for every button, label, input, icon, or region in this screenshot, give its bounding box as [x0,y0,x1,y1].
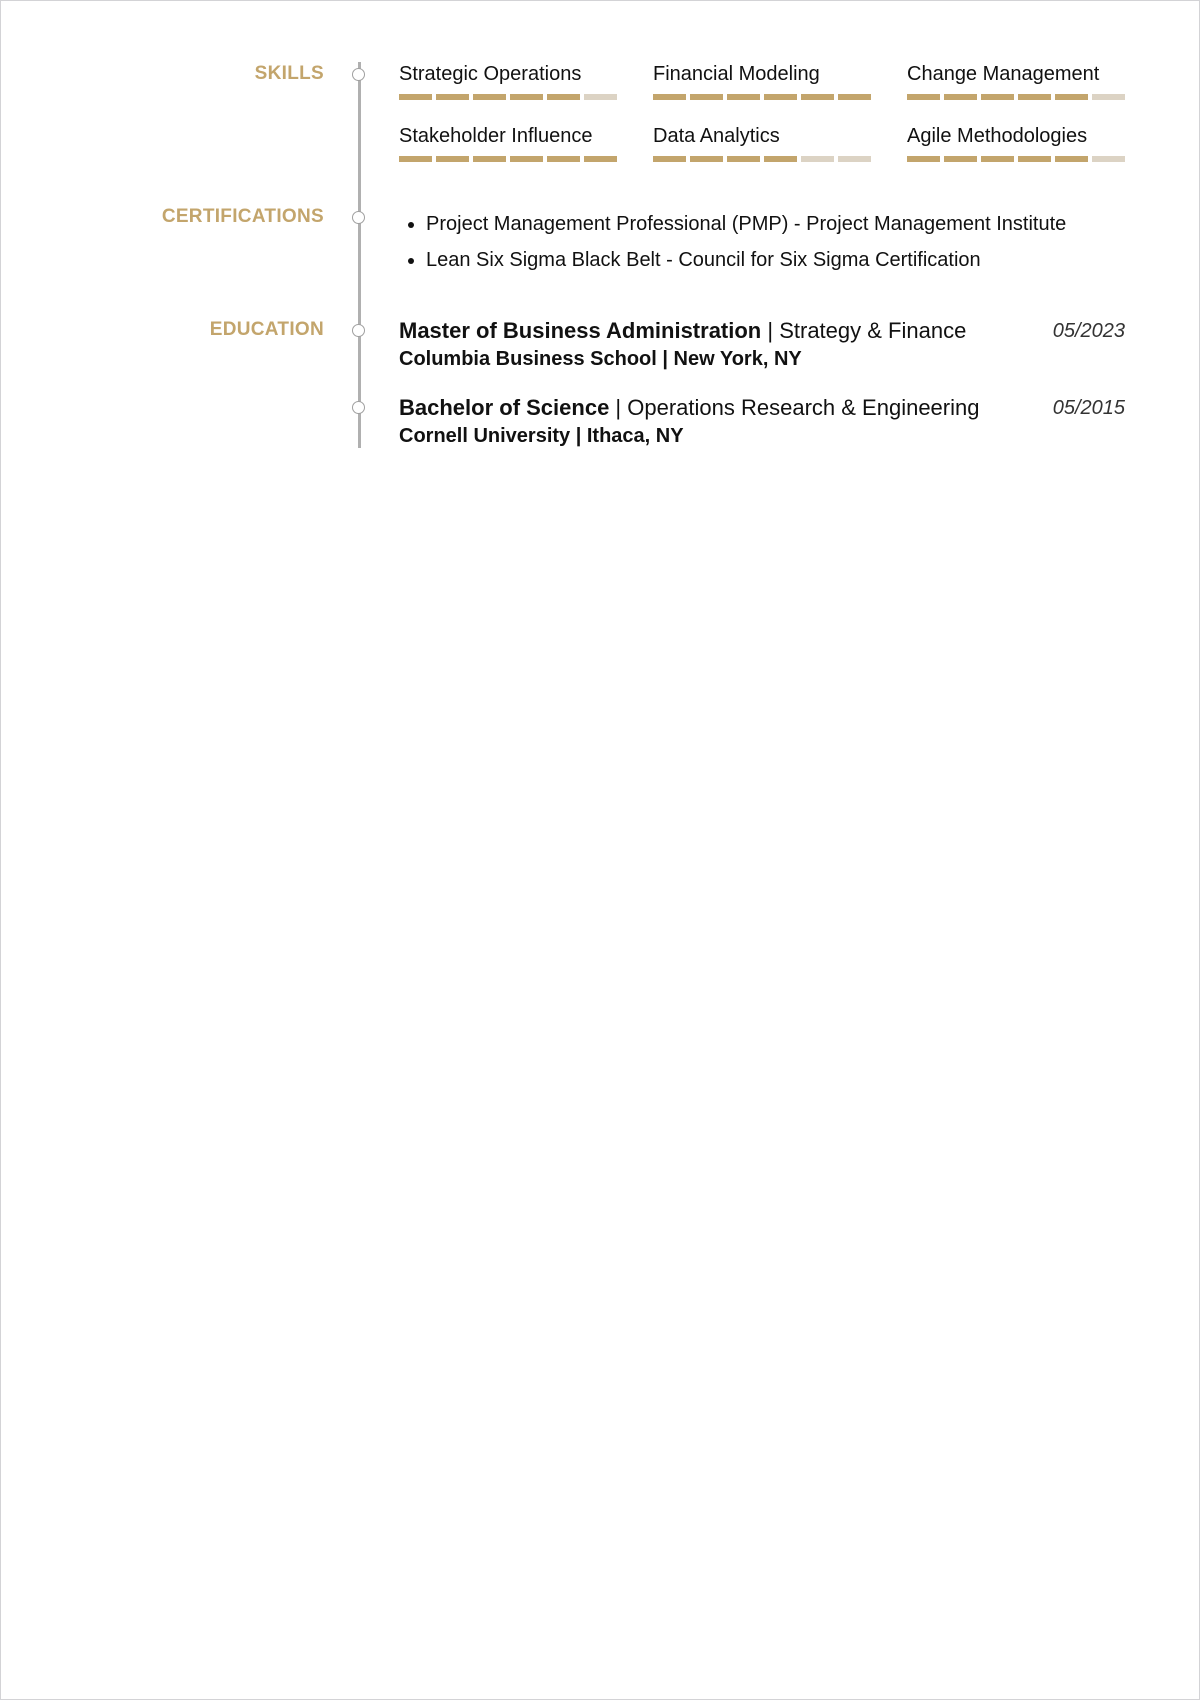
skill-level-segment-empty [1092,156,1125,162]
skill-item [399,124,617,162]
certification-item: • Lean Six Sigma Black Belt - Council for Six Sigma Certification [426,242,1066,278]
skill-level-segment-filled [653,156,686,162]
timeline-node-skills [352,68,365,81]
skill-level-segment-filled [727,94,760,100]
skill-name: Agile Methodologies [907,125,1088,147]
skill-level-segment-filled [473,156,506,162]
skill-level-segment-filled [584,156,617,162]
skill-level-segment-filled [981,156,1014,162]
degree-separator: | [761,318,780,343]
skill-level-segment-filled [907,156,940,162]
education-degree-line [399,395,1125,421]
skill-name: Change Management [907,63,1100,85]
skill-level-segment-filled [653,94,686,100]
skill-level-segment-filled [510,156,543,162]
skill-level-segment-filled [547,94,580,100]
skill-name: Strategic Operations [399,63,582,85]
skill-level-segment-filled [764,156,797,162]
timeline-node-education [352,324,365,337]
skill-level-segment-empty [801,156,834,162]
education-heading: EDUCATION [209,319,324,340]
skill-item [399,62,617,100]
skill-name: Financial Modeling [653,63,820,85]
skill-level-segment-filled [838,94,871,100]
education-entry [399,395,1125,448]
skill-level-segment-filled [690,156,723,162]
education-degree-line [399,318,1125,344]
skill-level-segment-filled [907,94,940,100]
skill-level-segment-filled [1018,94,1051,100]
skill-level-segment-filled [436,94,469,100]
degree-title: Bachelor of Science [399,395,610,420]
skill-level-segment-filled [944,94,977,100]
degree-field: Operations Research & Engineering [627,395,980,420]
timeline-node-certifications [352,211,365,224]
timeline-line [358,62,361,448]
skill-level-segment-filled [436,156,469,162]
education-entry [399,318,1125,371]
skill-level-segment-filled [727,156,760,162]
skill-level-segment-empty [838,156,871,162]
skill-level-segment-filled [690,94,723,100]
skill-level-segment-empty [584,94,617,100]
education-date: 05/2023 [1052,320,1125,342]
education-school: Cornell University | Ithaca, NY [399,425,684,447]
timeline-node-education-2 [352,401,365,414]
skill-item [907,62,1125,100]
certification-item: • Project Management Professional (PMP) - Project Management Institute [426,206,1066,242]
skill-level-bar [907,94,1125,100]
certification-list [399,206,1066,278]
skill-level-segment-filled [510,94,543,100]
degree-field: Strategy & Finance [779,318,967,343]
skill-level-segment-filled [764,94,797,100]
skill-level-segment-filled [1055,94,1088,100]
skill-level-bar [653,156,871,162]
skill-item [907,124,1125,162]
skills-heading: SKILLS [254,63,324,84]
skill-level-segment-filled [399,94,432,100]
skill-level-segment-filled [547,156,580,162]
skill-level-segment-filled [473,94,506,100]
degree-title: Master of Business Administration [399,318,762,343]
skill-name: Data Analytics [653,125,780,147]
degree-separator: | [609,395,628,420]
skill-level-bar [399,94,617,100]
skill-level-segment-filled [1055,156,1088,162]
certifications-heading: CERTIFICATIONS [161,206,324,227]
skill-level-segment-empty [1092,94,1125,100]
skill-level-bar [653,94,871,100]
skill-level-segment-filled [944,156,977,162]
skill-level-segment-filled [399,156,432,162]
skill-level-segment-filled [801,94,834,100]
skill-level-segment-filled [981,94,1014,100]
skill-level-bar [907,156,1125,162]
skill-level-segment-filled [1018,156,1051,162]
skill-item [653,124,871,162]
skill-level-bar [399,156,617,162]
skill-name: Stakeholder Influence [399,125,593,147]
skill-item [653,62,871,100]
education-school: Columbia Business School | New York, NY [399,348,802,370]
education-date: 05/2015 [1052,397,1125,419]
